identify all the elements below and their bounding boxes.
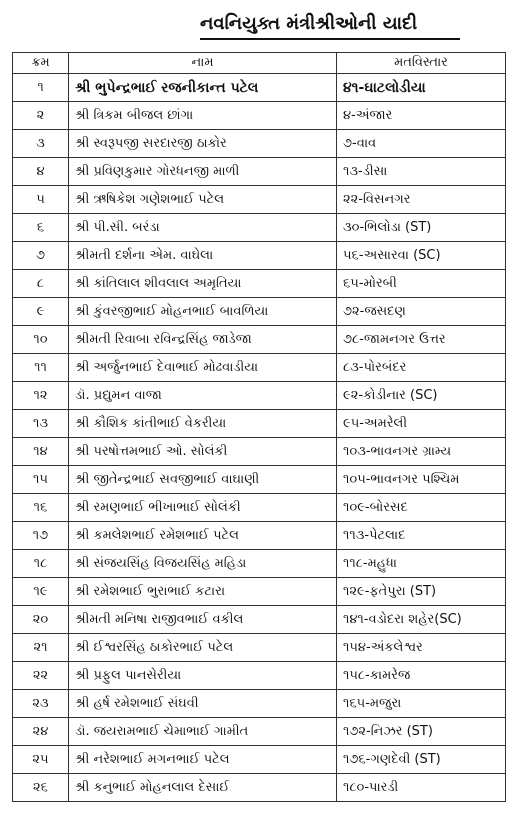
constituency-cell: ૯૫-અમરેલી [337,410,506,438]
serial-number-cell: ૨૨ [13,662,69,690]
constituency-cell: ૨૨-વિસનગર [337,186,506,214]
table-row [13,214,506,242]
serial-number-cell: ૧૯ [13,578,69,606]
table-row [13,522,506,550]
table-row [13,74,506,102]
table-row [13,746,506,774]
table-row [13,298,506,326]
minister-name-cell: શ્રી જીતેન્દ્રભાઈ સવજીભાઈ વાઘાણી [69,466,337,494]
header-constituency: મતવિસ્તાર [337,53,506,74]
serial-number-cell: ૧૨ [13,382,69,410]
table-row [13,550,506,578]
serial-number-cell: ૧૪ [13,438,69,466]
minister-name-cell: ડૉ. પ્રદ્યુમન વાજા [69,382,337,410]
serial-number-cell: ૩ [13,130,69,158]
serial-number-cell: ૧૧ [13,354,69,382]
table-row [13,326,506,354]
table-header-row [13,53,506,74]
constituency-cell: ૪૧-ઘાટલોડીયા [337,74,506,102]
table-row [13,158,506,186]
constituency-cell: ૩૦-ભિલોડા (ST) [337,214,506,242]
minister-name-cell: શ્રી ઈશ્વરસિંહ ઠાકોરભાઈ પટેલ [69,634,337,662]
constituency-cell: ૧૭૨-નિઝર (ST) [337,718,506,746]
serial-number-cell: ૧૮ [13,550,69,578]
constituency-cell: ૭-વાવ [337,130,506,158]
constituency-cell: ૧૨૯-ફતેપુરા (ST) [337,578,506,606]
serial-number-cell: ૯ [13,298,69,326]
minister-name-cell: શ્રી સ્વરૂપજી સરદારજી ઠાકોર [69,130,337,158]
constituency-cell: ૧૭૬-ગણદેવી (ST) [337,746,506,774]
table-row [13,690,506,718]
minister-name-cell: શ્રી પરષોત્તમભાઈ ઓ. સોલંકી [69,438,337,466]
table-row [13,494,506,522]
table-row [13,410,506,438]
ministers-table [12,52,506,802]
serial-number-cell: ૫ [13,186,69,214]
table-row [13,102,506,130]
constituency-cell: ૭૮-જામનગર ઉત્તર [337,326,506,354]
minister-name-cell: શ્રી હર્ષ રમેશભાઈ સંઘવી [69,690,337,718]
table-row [13,606,506,634]
constituency-cell: ૧૧૮-મહુધા [337,550,506,578]
minister-name-cell: શ્રી પી.સી. બરંડા [69,214,337,242]
serial-number-cell: ૧ [13,74,69,102]
constituency-cell: ૧૫૪-અંકલેશ્વર [337,634,506,662]
constituency-cell: ૧૦૫-ભાવનગર પશ્ચિમ [337,466,506,494]
table-row [13,718,506,746]
minister-name-cell: શ્રી કૌશિક કાંતીભાઈ વેકરીયા [69,410,337,438]
serial-number-cell: ૨૧ [13,634,69,662]
serial-number-cell: ૨ [13,102,69,130]
minister-name-cell: ડૉ. જયરામભાઈ ચેમાભાઈ ગામીત [69,718,337,746]
constituency-cell: ૫૬-અસારવા (SC) [337,242,506,270]
table-row [13,578,506,606]
table-row [13,466,506,494]
serial-number-cell: ૨૩ [13,690,69,718]
constituency-cell: ૧૦૯-બોરસદ [337,494,506,522]
minister-name-cell: શ્રીમતી દર્શના એમ. વાઘેલા [69,242,337,270]
serial-number-cell: ૨૪ [13,718,69,746]
minister-name-cell: શ્રી કનુભાઈ મોહનલાલ દેસાઈ [69,774,337,802]
minister-name-cell: શ્રી સંજયસિંહ વિજયસિંહ મહિડા [69,550,337,578]
serial-number-cell: ૧૩ [13,410,69,438]
table-row [13,438,506,466]
serial-number-cell: ૭ [13,242,69,270]
minister-name-cell: શ્રી ભુપેન્દ્રભાઈ રજનીકાન્ત પટેલ [69,74,337,102]
minister-name-cell: શ્રી ત્રિકમ બીજલ છાંગા [69,102,337,130]
table-row [13,662,506,690]
table-row [13,634,506,662]
serial-number-cell: ૧૦ [13,326,69,354]
constituency-cell: ૧૬૫-મજુરા [337,690,506,718]
minister-name-cell: શ્રી કુંવરજીભાઈ મોહનભાઈ બાવળિયા [69,298,337,326]
constituency-cell: ૧૧૩-પેટલાદ [337,522,506,550]
minister-name-cell: શ્રીમતી મનિષા રાજીવભાઈ વકીલ [69,606,337,634]
page-title: નવનિયુક્ત મંત્રીશ્રીઓની યાદી [200,12,460,40]
constituency-cell: ૯૨-કોડીનાર (SC) [337,382,506,410]
serial-number-cell: ૧૭ [13,522,69,550]
minister-name-cell: શ્રી રમણભાઈ ભીખાભાઈ સોલંકી [69,494,337,522]
header-name: નામ [69,53,337,74]
minister-name-cell: શ્રી પ્રફુલ પાનસેરીયા [69,662,337,690]
table-row [13,354,506,382]
constituency-cell: ૬૫-મોરબી [337,270,506,298]
constituency-cell: ૧૩-ડીસા [337,158,506,186]
minister-name-cell: શ્રીમતી રિવાબા રવિન્દ્રસિંહ જાડેજા [69,326,337,354]
table-row [13,270,506,298]
constituency-cell: ૭૨-જસદણ [337,298,506,326]
constituency-cell: ૮૩-પોરબંદર [337,354,506,382]
minister-name-cell: શ્રી પ્રવિણકુમાર ગોરધનજી માળી [69,158,337,186]
minister-name-cell: શ્રી અર્જુનભાઈ દેવાભાઈ મોઢવાડીયા [69,354,337,382]
header-serial-number: ક્રમ [13,53,69,74]
minister-name-cell: શ્રી ઋષિકેશ ગણેશભાઈ પટેલ [69,186,337,214]
serial-number-cell: ૬ [13,214,69,242]
serial-number-cell: ૨૫ [13,746,69,774]
serial-number-cell: ૨૦ [13,606,69,634]
table-row [13,130,506,158]
minister-name-cell: શ્રી નરેશભાઈ મગનભાઈ પટેલ [69,746,337,774]
constituency-cell: ૧૪૧-વડોદરા શહેર(SC) [337,606,506,634]
serial-number-cell: ૧૬ [13,494,69,522]
table-row [13,186,506,214]
constituency-cell: ૧૦૩-ભાવનગર ગ્રામ્ય [337,438,506,466]
minister-name-cell: શ્રી કમલેશભાઈ રમેશભાઈ પટેલ [69,522,337,550]
serial-number-cell: ૮ [13,270,69,298]
table-row [13,242,506,270]
minister-name-cell: શ્રી રમેશભાઈ ભુરાભાઈ કટારા [69,578,337,606]
serial-number-cell: ૪ [13,158,69,186]
table-row [13,774,506,802]
constituency-cell: ૧૫૮-કામરેજ [337,662,506,690]
serial-number-cell: ૨૬ [13,774,69,802]
minister-name-cell: શ્રી કાંતિલાલ શીવલાલ અમૃતિયા [69,270,337,298]
serial-number-cell: ૧૫ [13,466,69,494]
table-row [13,382,506,410]
constituency-cell: ૪-અંજાર [337,102,506,130]
constituency-cell: ૧૮૦-પારડી [337,774,506,802]
